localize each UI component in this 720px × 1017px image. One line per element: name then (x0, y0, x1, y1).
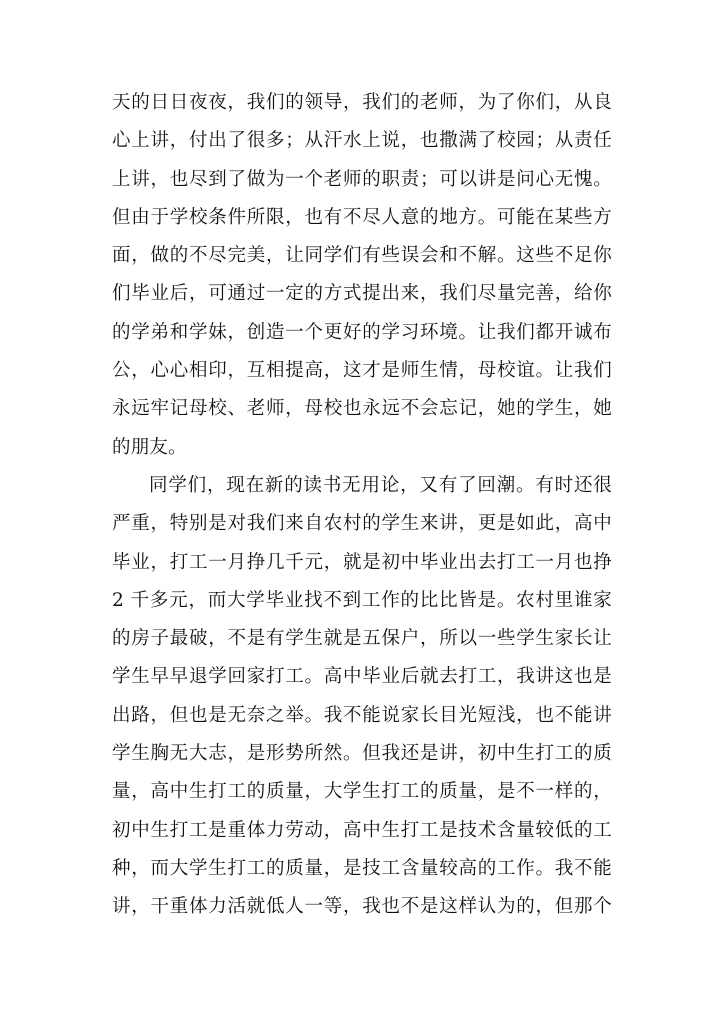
body-text (112, 84, 612, 927)
text-line: 们毕业后，可通过一定的方式提出来，我们尽量完善，给你 (112, 283, 612, 305)
text-line: 的朋友。 (112, 436, 187, 458)
text-line: 心上讲，付出了很多；从汗水上说，也撒满了校园；从责任 (112, 130, 612, 152)
text-line: 种，而大学生打工的质量，是技工含量较高的工作。我不能 (112, 857, 612, 879)
text-line: 永远牢记母校、老师，母校也永远不会忘记，她的学生，她 (112, 398, 612, 420)
paragraph-start-line: 同学们，现在新的读书无用论，又有了回潮。有时还很 (149, 474, 612, 496)
text-line: 初中生打工是重体力劳动，高中生打工是技术含量较低的工 (112, 819, 612, 841)
text-line: 面，做的不尽完美，让同学们有些误会和不解。这些不足你 (112, 245, 612, 267)
text-line: 学生早早退学回家打工。高中毕业后就去打工，我讲这也是 (112, 666, 612, 688)
text-line: 严重，特别是对我们来自农村的学生来讲，更是如此，高中 (112, 513, 612, 535)
text-line: 的学弟和学妹，创造一个更好的学习环境。让我们都开诚布 (112, 321, 612, 343)
text-line: 的房子最破，不是有学生就是五保户，所以一些学生家长让 (112, 628, 612, 650)
text-line: 出路，但也是无奈之举。我不能说家长目光短浅，也不能讲 (112, 704, 612, 726)
text-line: 量，高中生打工的质量，大学生打工的质量，是不一样的， (112, 781, 612, 803)
text-line: 天的日日夜夜，我们的领导，我们的老师，为了你们，从良 (112, 92, 612, 113)
text-line: 公，心心相印，互相提高，这才是师生情，母校谊。让我们 (112, 360, 612, 382)
text-line: 学生胸无大志，是形势所然。但我还是讲，初中生打工的质 (112, 743, 612, 765)
text-line: 上讲，也尽到了做为一个老师的职责；可以讲是问心无愧。 (112, 168, 612, 190)
text-line: 讲，干重体力活就低人一等，我也不是这样认为的，但那个 (112, 896, 612, 918)
text-line: 2 千多元，而大学毕业找不到工作的比比皆是。农村里谁家 (112, 589, 612, 611)
text-line: 但由于学校条件所限，也有不尽人意的地方。可能在某些方 (112, 206, 612, 228)
text-line: 毕业，打工一月挣几千元，就是初中毕业出去打工一月也挣 (112, 551, 612, 573)
